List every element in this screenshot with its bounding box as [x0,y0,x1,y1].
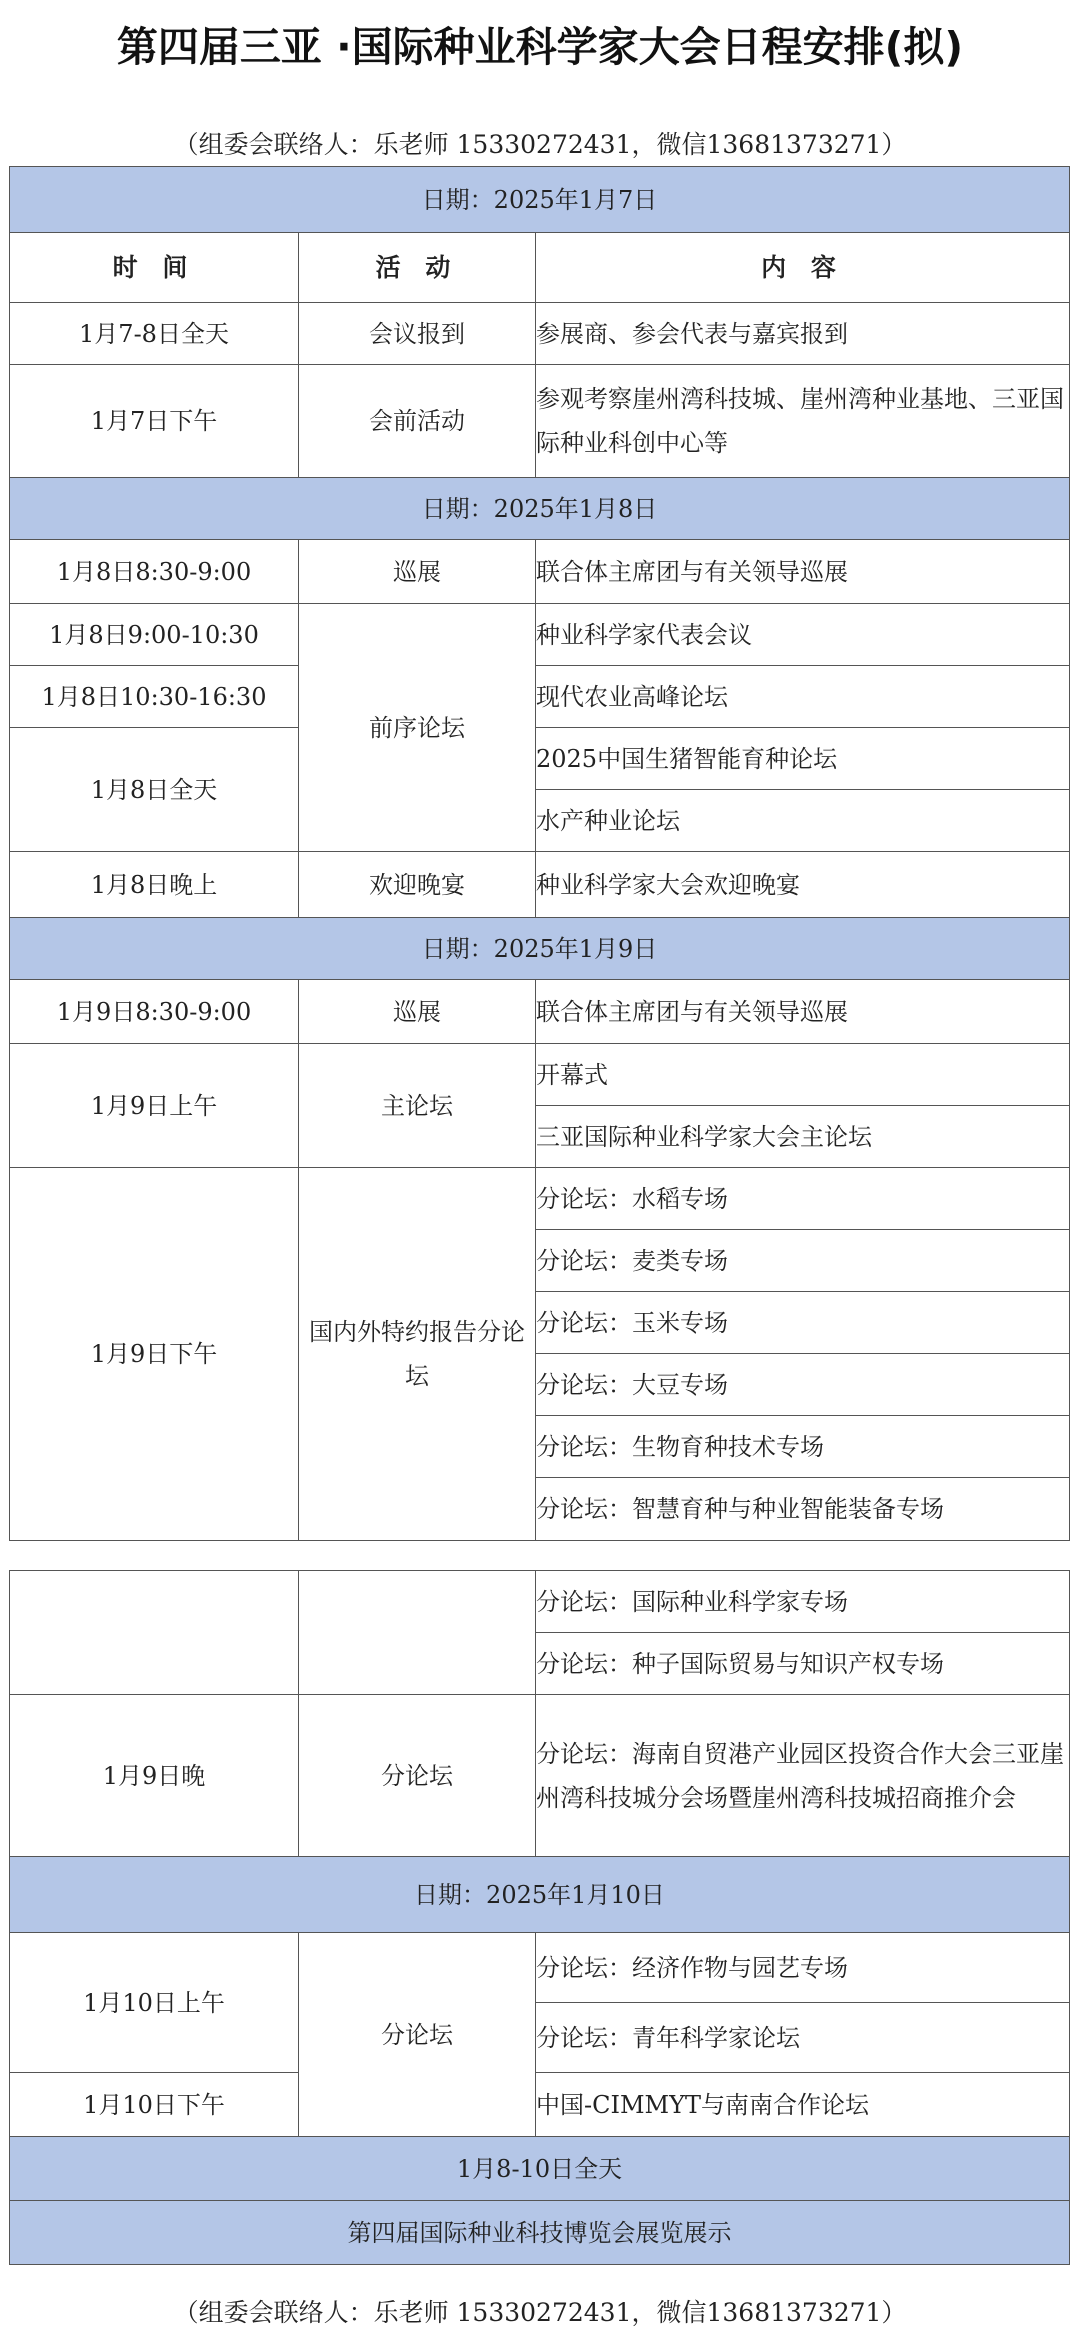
header-activity: 活 动 [299,233,536,303]
content-cell: 分论坛：麦类专场 [536,1230,1070,1292]
time-cell [10,1571,299,1695]
content-cell: 水产种业论坛 [536,790,1070,852]
time-cell: 1月7日下午 [10,365,299,478]
header-row [10,233,1070,303]
contact-info-top: （组委会联络人：乐老师 15330272431，微信13681373271） [173,130,907,159]
activity-cell: 国内外特约报告分论坛 [299,1168,536,1541]
time-cell: 1月9日下午 [10,1168,299,1541]
activity-cell: 分论坛 [299,1933,536,2137]
time-cell: 1月8日晚上 [10,852,299,918]
time-cell: 1月7-8日全天 [10,303,299,365]
content-cell: 分论坛：经济作物与园艺专场 [536,1933,1070,2003]
time-cell: 1月9日8:30-9:00 [10,980,299,1044]
content-cell: 联合体主席团与有关领导巡展 [536,980,1070,1044]
content-cell: 种业科学家代表会议 [536,604,1070,666]
content-cell: 联合体主席团与有关领导巡展 [536,540,1070,604]
date-row [10,167,1070,233]
expo-period: 1月8-10日全天 [10,2137,1070,2201]
table-row [10,540,1070,604]
table-row [10,1571,1070,1633]
content-cell: 参观考察崖州湾科技城、崖州湾种业基地、三亚国际种业科创中心等 [536,365,1070,478]
activity-cell: 前序论坛 [299,604,536,852]
table-row [10,604,1070,666]
date-jan-10: 日期：2025年1月10日 [10,1857,1070,1933]
date-jan-8: 日期：2025年1月8日 [10,478,1070,540]
expo-period-row [10,2137,1070,2201]
time-cell: 1月9日上午 [10,1044,299,1168]
schedule-table-continued [9,1570,1070,2265]
time-cell: 1月8日8:30-9:00 [10,540,299,604]
time-cell: 1月9日晚 [10,1695,299,1857]
table-row [10,1695,1070,1857]
time-cell: 1月8日全天 [10,728,299,852]
content-cell: 分论坛：生物育种技术专场 [536,1416,1070,1478]
content-cell: 分论坛：大豆专场 [536,1354,1070,1416]
content-cell: 分论坛：水稻专场 [536,1168,1070,1230]
table-row [10,728,1070,790]
date-row [10,918,1070,980]
content-cell: 现代农业高峰论坛 [536,666,1070,728]
activity-cell: 主论坛 [299,1044,536,1168]
content-cell: 分论坛：海南自贸港产业园区投资合作大会三亚崖州湾科技城分会场暨崖州湾科技城招商推介会 [536,1695,1070,1857]
date-row [10,478,1070,540]
table-row [10,1168,1070,1230]
table-row [10,2073,1070,2137]
time-cell: 1月10日下午 [10,2073,299,2137]
content-cell: 分论坛：青年科学家论坛 [536,2003,1070,2073]
table-row [10,1044,1070,1106]
activity-cell: 分论坛 [299,1695,536,1857]
content-cell: 开幕式 [536,1044,1070,1106]
content-cell: 参展商、参会代表与嘉宾报到 [536,303,1070,365]
page-title: 第四届三亚 ·国际种业科学家大会日程安排(拟) [116,23,964,71]
activity-cell: 欢迎晚宴 [299,852,536,918]
content-cell: 2025中国生猪智能育种论坛 [536,728,1070,790]
activity-cell: 巡展 [299,980,536,1044]
activity-cell: 会前活动 [299,365,536,478]
table-row [10,1933,1070,2003]
activity-cell: 会议报到 [299,303,536,365]
table-row [10,303,1070,365]
expo-title: 第四届国际种业科技博览会展览展示 [10,2201,1070,2265]
expo-title-row [10,2201,1070,2265]
header-content: 内 容 [536,233,1070,303]
content-cell: 分论坛：国际种业科学家专场 [536,1571,1070,1633]
content-cell: 分论坛：智慧育种与种业智能装备专场 [536,1478,1070,1541]
content-cell: 分论坛：玉米专场 [536,1292,1070,1354]
content-cell: 分论坛：种子国际贸易与知识产权专场 [536,1633,1070,1695]
table-row [10,365,1070,478]
contact-info-bottom: （组委会联络人：乐老师 15330272431，微信13681373271） [173,2298,907,2327]
activity-cell [299,1571,536,1695]
time-cell: 1月10日上午 [10,1933,299,2073]
time-cell: 1月8日10:30-16:30 [10,666,299,728]
activity-cell: 巡展 [299,540,536,604]
content-cell: 种业科学家大会欢迎晚宴 [536,852,1070,918]
table-row [10,852,1070,918]
date-jan-9: 日期：2025年1月9日 [10,918,1070,980]
content-cell: 三亚国际种业科学家大会主论坛 [536,1106,1070,1168]
schedule-table [9,166,1070,1541]
content-cell: 中国-CIMMYT与南南合作论坛 [536,2073,1070,2137]
table-row [10,980,1070,1044]
time-cell: 1月8日9:00-10:30 [10,604,299,666]
date-jan-7: 日期：2025年1月7日 [10,167,1070,233]
table-row [10,666,1070,728]
date-row [10,1857,1070,1933]
header-time: 时 间 [10,233,299,303]
